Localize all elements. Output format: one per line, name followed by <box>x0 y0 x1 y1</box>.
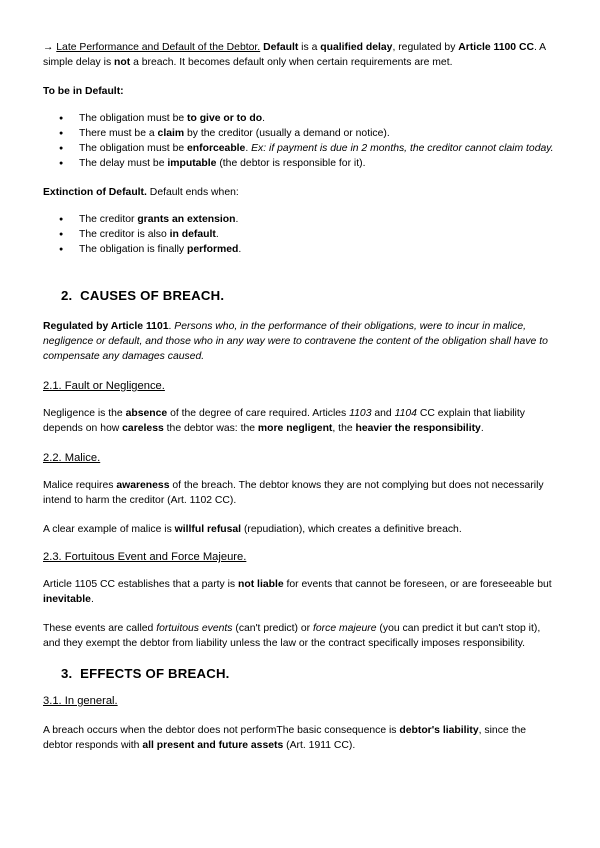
default-heading: To be in Default: <box>43 86 124 97</box>
list-item: ● The creditor is also in default. <box>43 227 558 242</box>
arrow-icon: → <box>43 42 57 53</box>
subsection-2-3-text-2: These events are called fortuitous events (can't predict) or force majeure (you can predict it but can't stop it), and they exempt the debtor from liability unless the law or the contract specifically imposes responsibility. <box>43 623 541 649</box>
subsection-2-3-text-1: Article 1105 CC establishes that a party is not liable for events that cannot be foreseen, or are foreseeable but inevitable. <box>43 579 552 605</box>
default-requirements-list <box>43 111 558 171</box>
list-item: ● There must be a claim by the creditor (usually a demand or notice). <box>43 126 558 141</box>
extinction-list <box>43 212 558 257</box>
subsection-2-1-title: 2.1. Fault or Negligence. <box>43 380 165 392</box>
section-2-regulation: Regulated by Article 1101. Persons who, in the performance of their obligations, were to incur in malice, negligence or default, and those who in any way were to contravene the content of the obligation shall have to compensate any damages caused. <box>43 321 548 362</box>
list-item: ● The obligation must be to give or to do. <box>43 111 558 126</box>
list-item: ● The obligation must be enforceable. Ex: if payment is due in 2 months, the creditor cannot claim today. <box>43 141 558 156</box>
subsection-2-2-text-2: A clear example of malice is willful refusal (repudiation), which creates a definitive breach. <box>43 524 462 535</box>
extinction-paragraph: Extinction of Default. Default ends when: <box>43 187 239 198</box>
subsection-2-1-text: Negligence is the absence of the degree of care required. Articles 1103 and 1104 CC explain that liability depends on how careless the debtor was: the more negligent, the heavier the responsibility. <box>43 408 525 434</box>
intro-link[interactable]: Late Performance and Default of the Debtor. <box>56 42 261 53</box>
subsection-3-1-text: A breach occurs when the debtor does not performThe basic consequence is debtor's liability, since the debtor responds with all present and future assets (Art. 1911 CC). <box>43 725 527 751</box>
list-item: ● The delay must be imputable (the debtor is responsible for it). <box>43 156 558 171</box>
intro-paragraph: → Late Performance and Default of the Debtor. Default is a qualified delay, regulated by Article 1100 CC. A simple delay is not a breach. It becomes default only when certain requirements are met. <box>43 42 546 68</box>
section-2-heading: 2. CAUSES OF BREACH. <box>61 288 225 303</box>
list-item: ● The obligation is finally performed. <box>43 242 558 257</box>
subsection-2-3-title: 2.3. Fortuitous Event and Force Majeure. <box>43 551 247 563</box>
subsection-2-2-text-1: Malice requires awareness of the breach. The debtor knows they are not complying but does not necessarily intend to harm the creditor (Art. 1102 CC). <box>43 480 544 506</box>
subsection-3-1-title: 3.1. In general. <box>43 695 118 707</box>
document-page <box>43 40 558 753</box>
subsection-2-2-title: 2.2. Malice. <box>43 452 101 464</box>
section-3-heading: 3. EFFECTS OF BREACH. <box>61 666 230 681</box>
list-item: ● The creditor grants an extension. <box>43 212 558 227</box>
